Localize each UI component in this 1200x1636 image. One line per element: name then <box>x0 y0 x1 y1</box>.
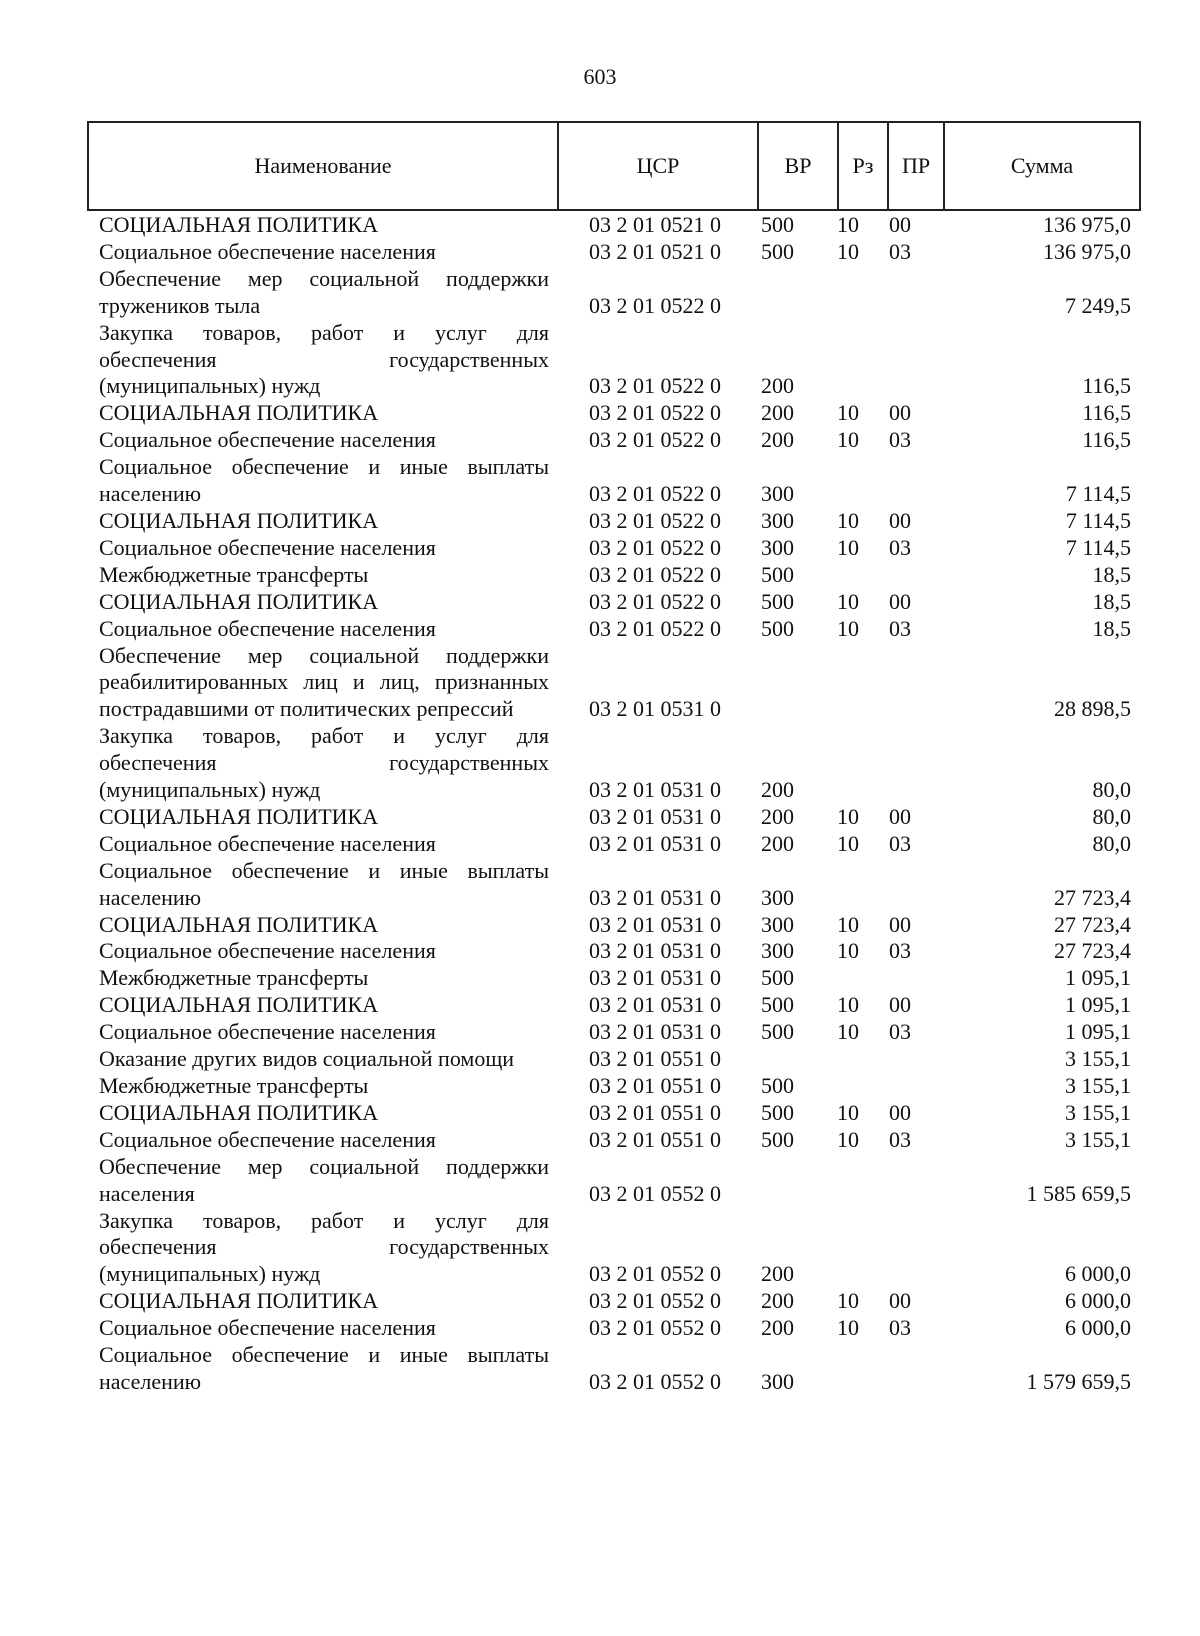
table-row <box>99 965 1139 992</box>
cell-csr: 03 2 01 0521 0 <box>589 238 721 264</box>
cell-csr: 03 2 01 0552 0 <box>589 1315 721 1341</box>
cell-sum: 1 579 659,5 <box>1026 1368 1131 1394</box>
cell-csr: 03 2 01 0522 0 <box>589 615 721 641</box>
cell-csr: 03 2 01 0552 0 <box>589 1368 721 1394</box>
cell-rz: 10 <box>837 238 859 264</box>
cell-pr: 03 <box>889 615 911 641</box>
table-row <box>99 938 1139 965</box>
cell-name: СОЦИАЛЬНАЯ ПОЛИТИКА <box>99 212 379 237</box>
cell-sum: 3 155,1 <box>1065 1099 1131 1125</box>
header-vr: ВР <box>759 123 839 209</box>
cell-rz: 10 <box>837 427 859 453</box>
cell-csr: 03 2 01 0552 0 <box>589 1180 721 1206</box>
table-row <box>99 400 1139 427</box>
cell-csr: 03 2 01 0531 0 <box>589 938 721 964</box>
cell-csr: 03 2 01 0521 0 <box>589 212 721 237</box>
cell-name: СОЦИАЛЬНАЯ ПОЛИТИКА <box>99 1099 379 1125</box>
cell-vr: 300 <box>761 884 794 910</box>
cell-vr: 300 <box>761 534 794 560</box>
cell-rz: 10 <box>837 400 859 426</box>
cell-pr: 00 <box>889 1099 911 1125</box>
cell-name: Оказание других видов социальной помощи <box>99 1046 515 1072</box>
cell-name: Социальное обеспечение населения <box>99 238 436 264</box>
cell-rz: 10 <box>837 1019 859 1045</box>
cell-sum: 116,5 <box>1082 427 1131 453</box>
cell-rz: 10 <box>837 830 859 856</box>
cell-name: Социальное обеспечение и иные выплаты населению <box>99 857 549 910</box>
page-number: 603 <box>583 64 617 89</box>
cell-vr: 200 <box>761 1315 794 1341</box>
cell-pr: 03 <box>889 938 911 964</box>
cell-sum: 27 723,4 <box>1054 884 1131 910</box>
cell-pr: 00 <box>889 400 911 426</box>
cell-csr: 03 2 01 0522 0 <box>589 292 721 318</box>
cell-vr: 500 <box>761 1126 794 1152</box>
cell-name: Социальное обеспечение населения <box>99 1126 436 1152</box>
header-pr: ПР <box>889 123 945 209</box>
cell-sum: 3 155,1 <box>1065 1126 1131 1152</box>
cell-vr: 300 <box>761 481 794 507</box>
cell-sum: 6 000,0 <box>1065 1288 1131 1314</box>
cell-sum: 28 898,5 <box>1054 696 1131 722</box>
cell-sum: 7 114,5 <box>1065 507 1131 533</box>
cell-name: СОЦИАЛЬНАЯ ПОЛИТИКА <box>99 400 379 426</box>
table-row <box>99 1100 1139 1127</box>
cell-sum: 7 114,5 <box>1065 481 1131 507</box>
cell-csr: 03 2 01 0522 0 <box>589 561 721 587</box>
cell-csr: 03 2 01 0531 0 <box>589 830 721 856</box>
table-body <box>99 212 1139 1396</box>
cell-name: Межбюджетные трансферты <box>99 561 369 587</box>
table-row <box>99 804 1139 831</box>
cell-pr: 00 <box>889 588 911 614</box>
cell-csr: 03 2 01 0522 0 <box>589 588 721 614</box>
cell-name: Закупка товаров, работ и услуг для обеспечения государственных (муниципальных) нужд <box>99 723 549 803</box>
cell-pr: 00 <box>889 1288 911 1314</box>
cell-rz: 10 <box>837 1099 859 1125</box>
cell-vr: 500 <box>761 212 794 237</box>
cell-sum: 136 975,0 <box>1043 238 1131 264</box>
cell-vr: 300 <box>761 938 794 964</box>
table-row <box>99 266 1139 320</box>
cell-rz: 10 <box>837 534 859 560</box>
cell-vr: 500 <box>761 1019 794 1045</box>
cell-name: СОЦИАЛЬНАЯ ПОЛИТИКА <box>99 1288 379 1314</box>
cell-csr: 03 2 01 0551 0 <box>589 1073 721 1098</box>
cell-name: СОЦИАЛЬНАЯ ПОЛИТИКА <box>99 588 379 614</box>
cell-vr: 500 <box>761 561 794 587</box>
cell-sum: 116,5 <box>1082 400 1131 426</box>
cell-name: Обеспечение мер социальной поддержки тружеников тыла <box>99 265 549 318</box>
cell-name: Социальное обеспечение и иные выплаты населению <box>99 1342 549 1394</box>
table-row <box>99 508 1139 535</box>
cell-csr: 03 2 01 0522 0 <box>589 534 721 560</box>
cell-name: Закупка товаров, работ и услуг для обеспечения государственных (муниципальных) нужд <box>99 319 549 399</box>
table-row <box>99 1315 1139 1342</box>
cell-name: Социальное обеспечение населения <box>99 1315 436 1341</box>
table-row <box>99 992 1139 1019</box>
table-header <box>87 121 1141 211</box>
cell-vr: 200 <box>761 777 794 803</box>
table-row <box>99 535 1139 562</box>
cell-csr: 03 2 01 0531 0 <box>589 992 721 1018</box>
cell-vr: 200 <box>761 373 794 399</box>
header-csr: ЦСР <box>559 123 759 209</box>
cell-csr: 03 2 01 0531 0 <box>589 911 721 937</box>
cell-rz: 10 <box>837 992 859 1018</box>
cell-vr: 200 <box>761 427 794 453</box>
cell-sum: 80,0 <box>1092 777 1131 803</box>
table-row <box>99 858 1139 912</box>
table-row <box>99 643 1139 724</box>
cell-pr: 03 <box>889 427 911 453</box>
cell-vr: 200 <box>761 400 794 426</box>
cell-sum: 18,5 <box>1092 561 1131 587</box>
cell-name: Социальное обеспечение и иные выплаты населению <box>99 454 549 507</box>
cell-sum: 80,0 <box>1092 803 1131 829</box>
cell-csr: 03 2 01 0522 0 <box>589 427 721 453</box>
cell-name: Социальное обеспечение населения <box>99 938 436 964</box>
cell-vr: 500 <box>761 992 794 1018</box>
table-row <box>99 454 1139 508</box>
cell-sum: 18,5 <box>1092 588 1131 614</box>
cell-rz: 10 <box>837 911 859 937</box>
table-row <box>99 562 1139 589</box>
cell-vr: 200 <box>761 830 794 856</box>
table-row <box>99 1208 1139 1289</box>
cell-csr: 03 2 01 0551 0 <box>589 1099 721 1125</box>
table-row <box>99 320 1139 401</box>
cell-rz: 10 <box>837 1126 859 1152</box>
cell-vr: 300 <box>761 911 794 937</box>
cell-pr: 03 <box>889 238 911 264</box>
cell-name: Обеспечение мер социальной поддержки населения <box>99 1153 549 1206</box>
cell-vr: 500 <box>761 615 794 641</box>
cell-pr: 00 <box>889 803 911 829</box>
cell-sum: 116,5 <box>1082 373 1131 399</box>
table-row <box>99 723 1139 804</box>
table-row <box>99 1342 1139 1396</box>
cell-sum: 1 095,1 <box>1065 965 1131 991</box>
cell-name: СОЦИАЛЬНАЯ ПОЛИТИКА <box>99 911 379 937</box>
cell-sum: 7 114,5 <box>1065 534 1131 560</box>
header-sum: Сумма <box>1010 153 1074 178</box>
cell-vr: 200 <box>761 803 794 829</box>
table-row <box>99 1073 1139 1100</box>
cell-name: Закупка товаров, работ и услуг для обеспечения государственных (муниципальных) нужд <box>99 1207 549 1287</box>
cell-rz: 10 <box>837 507 859 533</box>
header-name: Наименование <box>89 123 559 209</box>
cell-name: Социальное обеспечение населения <box>99 1019 436 1045</box>
cell-csr: 03 2 01 0531 0 <box>589 696 721 722</box>
cell-sum: 6 000,0 <box>1065 1261 1131 1287</box>
table-row <box>99 912 1139 939</box>
header-rz: Рз <box>839 123 889 209</box>
cell-vr: 200 <box>761 1261 794 1287</box>
table-row <box>99 1288 1139 1315</box>
cell-pr: 03 <box>889 1126 911 1152</box>
table-row <box>99 1046 1139 1073</box>
cell-vr: 500 <box>761 1073 794 1098</box>
cell-csr: 03 2 01 0531 0 <box>589 884 721 910</box>
cell-pr: 03 <box>889 830 911 856</box>
cell-pr: 00 <box>889 911 911 937</box>
cell-sum: 7 249,5 <box>1065 292 1131 318</box>
cell-sum: 1 095,1 <box>1065 992 1131 1018</box>
table-row <box>99 589 1139 616</box>
cell-name: Межбюджетные трансферты <box>99 1073 369 1098</box>
cell-name: Социальное обеспечение населения <box>99 615 436 641</box>
cell-csr: 03 2 01 0531 0 <box>589 777 721 803</box>
cell-csr: 03 2 01 0522 0 <box>589 373 721 399</box>
cell-name: Социальное обеспечение населения <box>99 534 436 560</box>
table-row <box>99 427 1139 454</box>
cell-sum: 1 095,1 <box>1065 1019 1131 1045</box>
cell-rz: 10 <box>837 803 859 829</box>
cell-csr: 03 2 01 0522 0 <box>589 507 721 533</box>
cell-csr: 03 2 01 0531 0 <box>589 1019 721 1045</box>
cell-pr: 00 <box>889 992 911 1018</box>
cell-sum: 3 155,1 <box>1065 1073 1131 1098</box>
cell-vr: 200 <box>761 1288 794 1314</box>
table-row <box>99 1154 1139 1208</box>
cell-rz: 10 <box>837 588 859 614</box>
cell-csr: 03 2 01 0531 0 <box>589 965 721 991</box>
table-row <box>99 212 1139 239</box>
cell-sum: 136 975,0 <box>1043 212 1131 237</box>
cell-rz: 10 <box>837 212 859 237</box>
cell-sum: 18,5 <box>1092 615 1131 641</box>
cell-sum: 1 585 659,5 <box>1026 1180 1131 1206</box>
cell-csr: 03 2 01 0531 0 <box>589 803 721 829</box>
cell-vr: 500 <box>761 588 794 614</box>
cell-pr: 03 <box>889 1019 911 1045</box>
cell-csr: 03 2 01 0522 0 <box>589 400 721 426</box>
cell-sum: 27 723,4 <box>1054 911 1131 937</box>
cell-vr: 500 <box>761 1099 794 1125</box>
cell-rz: 10 <box>837 1288 859 1314</box>
cell-name: СОЦИАЛЬНАЯ ПОЛИТИКА <box>99 803 379 829</box>
cell-pr: 03 <box>889 534 911 560</box>
cell-sum: 27 723,4 <box>1054 938 1131 964</box>
cell-pr: 00 <box>889 507 911 533</box>
cell-name: Социальное обеспечение населения <box>99 830 436 856</box>
cell-pr: 00 <box>889 212 911 237</box>
cell-sum: 6 000,0 <box>1065 1315 1131 1341</box>
cell-vr: 300 <box>761 1368 794 1394</box>
cell-vr: 300 <box>761 507 794 533</box>
cell-sum: 3 155,1 <box>1065 1046 1131 1072</box>
cell-name: СОЦИАЛЬНАЯ ПОЛИТИКА <box>99 507 379 533</box>
cell-csr: 03 2 01 0551 0 <box>589 1046 721 1072</box>
cell-csr: 03 2 01 0551 0 <box>589 1126 721 1152</box>
cell-csr: 03 2 01 0552 0 <box>589 1288 721 1314</box>
cell-vr: 500 <box>761 238 794 264</box>
cell-name: Межбюджетные трансферты <box>99 965 369 991</box>
table-row <box>99 616 1139 643</box>
table-row <box>99 1019 1139 1046</box>
table-row <box>99 1127 1139 1154</box>
cell-name: Обеспечение мер социальной поддержки реабилитированных лиц и лиц, признанных пострадавшими от политических репрессий <box>99 642 549 722</box>
cell-rz: 10 <box>837 938 859 964</box>
cell-name: СОЦИАЛЬНАЯ ПОЛИТИКА <box>99 992 379 1018</box>
cell-name: Социальное обеспечение населения <box>99 427 436 453</box>
table-row <box>99 239 1139 266</box>
cell-rz: 10 <box>837 1315 859 1341</box>
table-row <box>99 831 1139 858</box>
cell-sum: 80,0 <box>1092 830 1131 856</box>
cell-pr: 03 <box>889 1315 911 1341</box>
cell-csr: 03 2 01 0552 0 <box>589 1261 721 1287</box>
cell-vr: 500 <box>761 965 794 991</box>
cell-csr: 03 2 01 0522 0 <box>589 481 721 507</box>
cell-rz: 10 <box>837 615 859 641</box>
